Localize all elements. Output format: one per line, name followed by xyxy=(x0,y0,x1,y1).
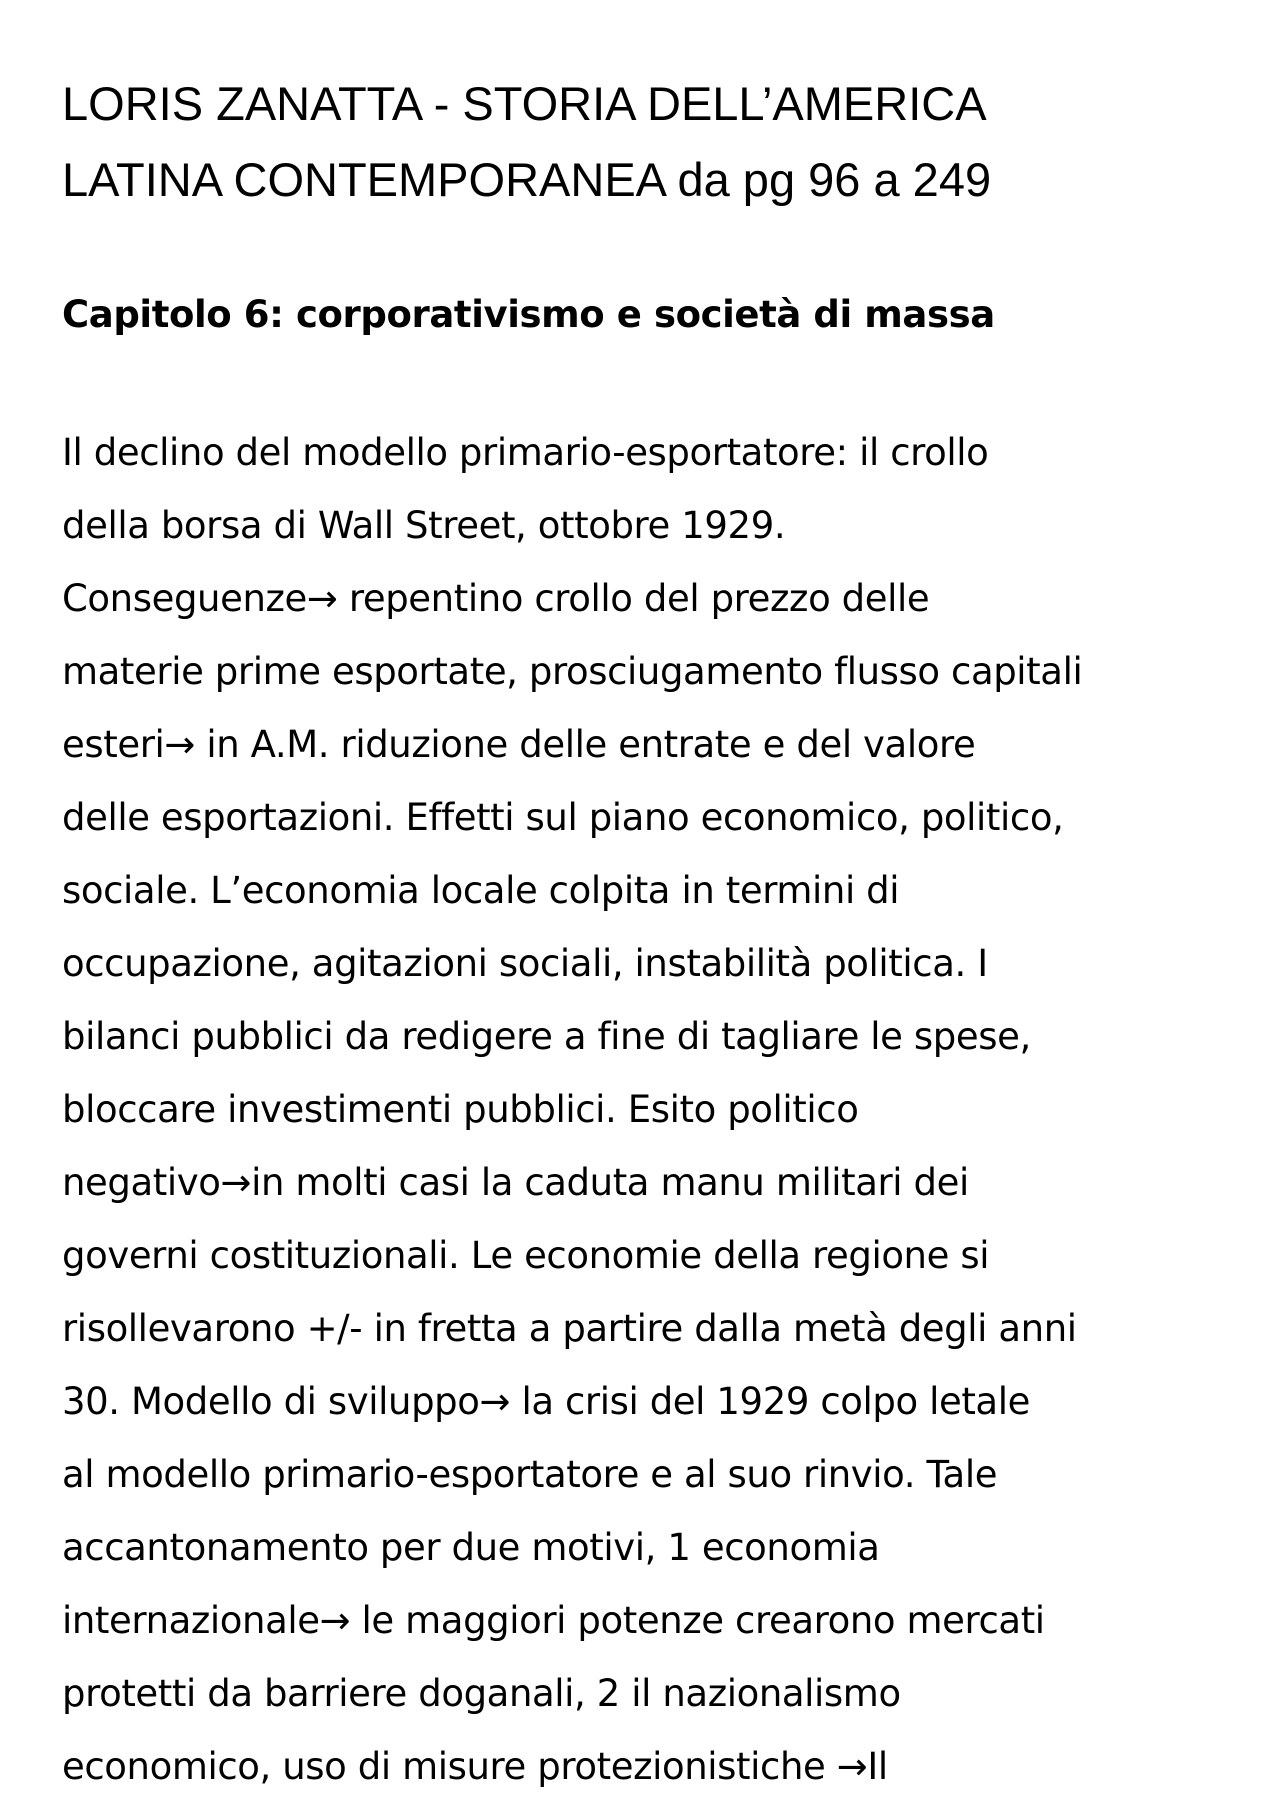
text-line: negativo→in molti casi la caduta manu militari dei xyxy=(62,1161,969,1204)
text-line: Il declino del modello primario-esportatore: il crollo xyxy=(62,431,989,474)
body-paragraph xyxy=(62,416,1240,1803)
text-line: della borsa di Wall Street, ottobre 1929. xyxy=(62,504,786,547)
text-line: risollevarono +/- in fretta a partire dalla metà degli anni xyxy=(62,1307,1077,1350)
title-line-2: LATINA CONTEMPORANEA da pg 96 a 249 xyxy=(62,153,992,206)
text-line: internazionale→ le maggiori potenze crearono mercati xyxy=(62,1599,1045,1642)
text-line: al modello primario-esportatore e al suo rinvio. Tale xyxy=(62,1453,998,1496)
text-line: Conseguenze→ repentino crollo del prezzo delle xyxy=(62,577,930,620)
title-line-1: LORIS ZANATTA - STORIA DELL’AMERICA xyxy=(62,77,987,130)
text-line: governi costituzionali. Le economie della regione si xyxy=(62,1234,990,1277)
text-line: economico, uso di misure protezionistiche →Il xyxy=(62,1745,888,1788)
text-line: sociale. L’economia locale colpita in termini di xyxy=(62,869,900,912)
text-line: occupazione, agitazioni sociali, instabilità politica. I xyxy=(62,942,988,985)
text-line: bloccare investimenti pubblici. Esito politico xyxy=(62,1088,859,1131)
chapter-heading: Capitolo 6: corporativismo e società di massa xyxy=(62,293,995,336)
text-line: materie prime esportate, prosciugamento flusso capitali xyxy=(62,650,1083,693)
text-line: 30. Modello di sviluppo→ la crisi del 1929 colpo letale xyxy=(62,1380,1030,1423)
text-line: protetti da barriere doganali, 2 il nazionalismo xyxy=(62,1672,901,1715)
text-line: esteri→ in A.M. riduzione delle entrate e del valore xyxy=(62,723,976,766)
text-line: accantonamento per due motivi, 1 economia xyxy=(62,1526,880,1569)
document-title xyxy=(62,0,1240,218)
text-line: delle esportazioni. Effetti sul piano economico, politico, xyxy=(62,796,1064,839)
text-line: bilanci pubblici da redigere a fine di tagliare le spese, xyxy=(62,1015,1031,1058)
